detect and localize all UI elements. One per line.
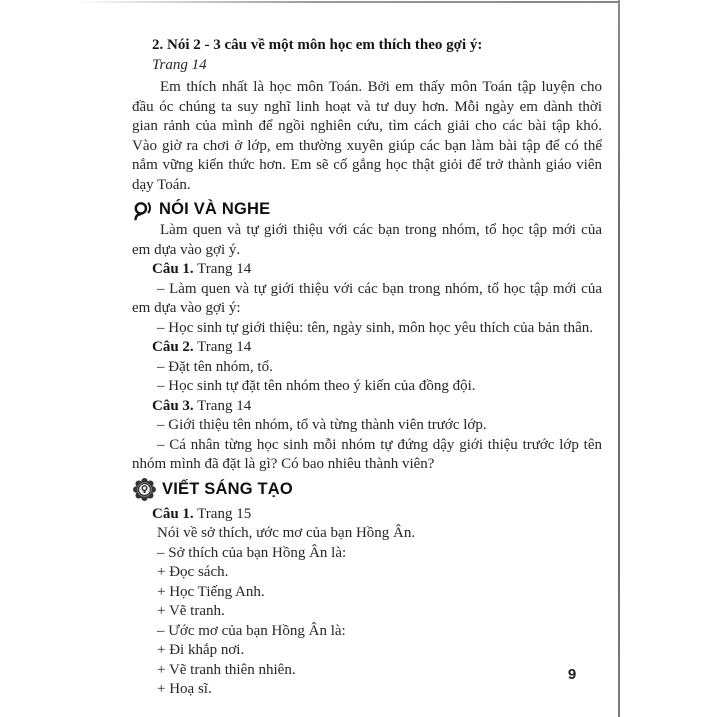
speaking-q2-header [132,338,602,358]
page-number: 9 [567,666,577,683]
question-page-ref: Trang 15 [197,505,252,522]
list-item: + Vẽ tranh. [157,603,225,619]
rosette-badge-icon [132,477,157,502]
list-item: + Đọc sách. [157,564,229,580]
question-page-ref: Trang 14 [197,339,252,355]
speaking-q2-line: – Đặt tên nhóm, tổ. [157,358,273,375]
question-label: Câu 3. [152,397,194,414]
writing-q1-header [132,505,602,525]
speaking-q3-header [132,397,602,417]
list-item: + Hoạ sĩ. [157,681,212,697]
task-2-title: 2. Nói 2 - 3 câu về một môn học em thích theo gợi ý: [152,37,483,53]
writing-hobby-head: – Sở thích của bạn Hồng Ân là: [157,544,347,561]
speaking-q2-answer: – Học sinh tự đặt tên nhóm theo ý kiến của đồng đội. [157,378,476,394]
question-label: Câu 2. [152,339,194,355]
scan-page-edge-line [618,0,620,717]
writing-dream-head: – Ước mơ của bạn Hồng Ân là: [157,622,346,639]
scan-top-edge-line [72,1,618,3]
speaking-section-title: NÓI VÀ NGHE [159,200,271,219]
list-item: + Học Tiếng Anh. [157,583,265,600]
speaking-q3-line: – Giới thiệu tên nhóm, tổ và từng thành viên trước lớp. [157,417,487,433]
speaking-q1-answer: – Học sinh tự giới thiệu: tên, ngày sinh, môn học yêu thích của bản thân. [157,319,593,336]
speaking-q1-header [132,260,602,280]
list-item: + Đi khắp nơi. [157,642,245,658]
question-page-ref: Trang 14 [197,397,252,414]
writing-task: Nói về sở thích, ước mơ của bạn Hồng Ân. [157,525,416,541]
book-page-content [132,36,602,700]
question-label: Câu 1. [152,505,194,522]
speaking-head-icon [132,200,154,221]
task-2-answer-paragraph: Em thích nhất là học môn Toán. Bởi em thấy môn Toán tập luyện cho đầu óc chúng ta suy nghĩ linh hoạt và tư duy hơn. Mỗi ngày em dành thời gian rảnh của mình để ngồi nghiên cứu, tìm cách giải cho các bài tập khó. Vào giờ ra chơi ở lớp, em thường xuyên giúp các bạn làm bài tập để có thể nắm vững kiến thức hơn. Em sẽ cố gắng học thật giỏi để trở thành giáo viên dạy Toán. [132,79,602,193]
question-label: Câu 1. [152,261,194,277]
question-page-ref: Trang 14 [197,261,252,277]
speaking-q3-answer: – Cá nhân từng học sinh mỗi nhóm tự đứng dậy giới thiệu trước lớp tên nhóm mình đã đặt là gì? Có bao nhiêu thành viên? [132,436,602,472]
list-item: + Vẽ tranh thiên nhiên. [157,661,296,678]
writing-section-heading [132,479,602,501]
writing-section-title: VIẾT SÁNG TẠO [162,479,293,498]
speaking-intro: Làm quen và tự giới thiệu với các bạn trong nhóm, tổ học tập mới của em dựa vào gợi ý. [132,222,602,258]
speaking-q1-line: – Làm quen và tự giới thiệu với các bạn trong nhóm, tổ học tập mới của em dựa vào gợi ý: [132,280,602,316]
task-2-page-ref: Trang 14 [152,56,207,73]
speaking-section-heading [132,199,602,221]
